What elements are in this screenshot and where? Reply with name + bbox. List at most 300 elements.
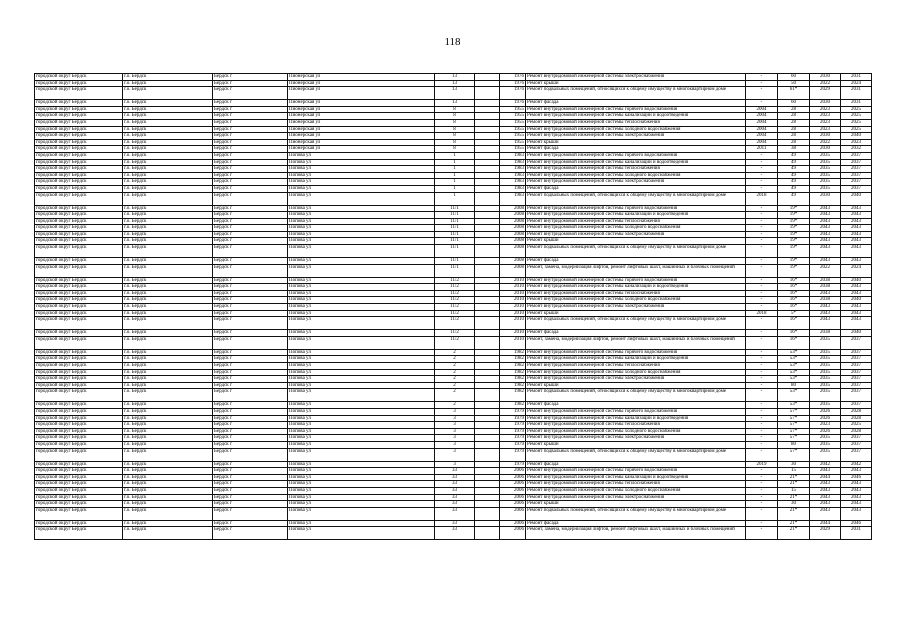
- cell-wear-percent: 60: [778, 100, 810, 107]
- cell-building: [475, 481, 500, 488]
- cell-municipality: городской округ Бердск: [35, 336, 123, 349]
- cell-house-number: 11/2: [435, 297, 475, 304]
- cell-wear-percent: 53*: [778, 363, 810, 370]
- cell-year-built: 2006: [500, 474, 526, 481]
- cell-city: Бердск г: [213, 231, 288, 238]
- table-row: [35, 100, 872, 107]
- cell-house-number: 11/2: [435, 310, 475, 317]
- cell-plan-start-year: 2043: [810, 468, 841, 475]
- cell-year-built: 2010: [500, 290, 526, 297]
- cell-wear-percent: 15: [778, 487, 810, 494]
- cell-plan-end-year: 2037: [841, 369, 872, 376]
- cell-city: Бердск г: [213, 356, 288, 363]
- cell-municipality: городской округ Бердск: [35, 520, 123, 527]
- cell-last-repair-year: -: [746, 382, 778, 389]
- cell-building: [475, 297, 500, 304]
- cell-repair-type: Ремонт внутридомовой инженерной системы холодного водоснабжения: [526, 297, 746, 304]
- cell-street: Попова ул: [288, 290, 435, 297]
- cell-plan-start-year: 2035: [810, 389, 841, 402]
- cell-city: Бердск г: [213, 481, 288, 488]
- cell-house-number: 3: [435, 422, 475, 429]
- table-row: [35, 336, 872, 349]
- cell-house-number: 1: [435, 192, 475, 205]
- cell-building: [475, 376, 500, 383]
- cell-plan-end-year: 2043: [841, 468, 872, 475]
- cell-street: Попова ул: [288, 185, 435, 192]
- cell-wear-percent: 28: [778, 119, 810, 126]
- cell-building: [475, 304, 500, 311]
- cell-city: Бердск г: [213, 402, 288, 409]
- cell-city: Бердск г: [213, 468, 288, 475]
- cell-settlement: г.о. Бердск: [123, 507, 213, 520]
- cell-plan-start-year: 2022: [810, 80, 841, 87]
- cell-building: [475, 238, 500, 245]
- cell-plan-start-year: 2030: [810, 100, 841, 107]
- table-row: [35, 349, 872, 356]
- cell-plan-start-year: 2044: [810, 520, 841, 527]
- cell-wear-percent: 50: [778, 80, 810, 87]
- cell-plan-end-year: 2028: [841, 408, 872, 415]
- cell-plan-end-year: 2037: [841, 356, 872, 363]
- cell-city: Бердск г: [213, 474, 288, 481]
- cell-building: [475, 80, 500, 87]
- cell-municipality: городской округ Бердск: [35, 428, 123, 435]
- table-row: [35, 415, 872, 422]
- cell-year-built: 2010: [500, 310, 526, 317]
- table-row: [35, 297, 872, 304]
- cell-plan-end-year: 2037: [841, 363, 872, 370]
- table-row: [35, 146, 872, 153]
- cell-wear-percent: 53*: [778, 389, 810, 402]
- cell-city: Бердск г: [213, 80, 288, 87]
- cell-wear-percent: 5*: [778, 310, 810, 317]
- cell-city: Бердск г: [213, 152, 288, 159]
- cell-house-number: 2: [435, 363, 475, 370]
- cell-municipality: городской округ Бердск: [35, 159, 123, 166]
- cell-street: Попова ул: [288, 264, 435, 277]
- cell-plan-start-year: 2043: [810, 317, 841, 330]
- cell-wear-percent: 49: [778, 179, 810, 186]
- cell-street: Попова ул: [288, 245, 435, 258]
- cell-street: Попова ул: [288, 356, 435, 363]
- cell-plan-start-year: 2035: [810, 152, 841, 159]
- cell-plan-start-year: 2035: [810, 336, 841, 349]
- cell-plan-end-year: 2043: [841, 494, 872, 501]
- cell-repair-type: Ремонт внутридомовой инженерной системы канализации и водоотведения: [526, 113, 746, 120]
- cell-repair-type: Ремонт внутридомовой инженерной системы холодного водоснабжения: [526, 369, 746, 376]
- cell-year-built: 1982: [500, 369, 526, 376]
- cell-plan-start-year: 2023: [810, 119, 841, 126]
- cell-city: Бердск г: [213, 100, 288, 107]
- cell-street: Попова ул: [288, 205, 435, 212]
- cell-year-built: 2006: [500, 507, 526, 520]
- cell-settlement: г.о. Бердск: [123, 185, 213, 192]
- cell-settlement: г.о. Бердск: [123, 349, 213, 356]
- cell-building: [475, 487, 500, 494]
- cell-year-built: 1976: [500, 80, 526, 87]
- cell-city: Бердск г: [213, 408, 288, 415]
- cell-wear-percent: 49: [778, 159, 810, 166]
- cell-last-repair-year: -: [746, 494, 778, 501]
- cell-year-built: 1955: [500, 113, 526, 120]
- table-row: [35, 304, 872, 311]
- cell-last-repair-year: -: [746, 330, 778, 337]
- cell-street: Попова ул: [288, 527, 435, 540]
- cell-last-repair-year: -: [746, 231, 778, 238]
- table-body: [35, 74, 872, 540]
- cell-plan-end-year: 2031: [841, 87, 872, 100]
- cell-street: Попова ул: [288, 369, 435, 376]
- cell-city: Бердск г: [213, 487, 288, 494]
- cell-wear-percent: 30: [778, 461, 810, 468]
- cell-building: [475, 245, 500, 258]
- cell-settlement: г.о. Бердск: [123, 310, 213, 317]
- cell-house-number: 33: [435, 527, 475, 540]
- cell-plan-start-year: 2035: [810, 376, 841, 383]
- cell-plan-end-year: 2043: [841, 205, 872, 212]
- cell-wear-percent: 53*: [778, 369, 810, 376]
- cell-repair-type: Ремонт крыши: [526, 80, 746, 87]
- repair-schedule-table: [34, 73, 872, 540]
- cell-building: [475, 363, 500, 370]
- cell-city: Бердск г: [213, 172, 288, 179]
- cell-municipality: городской округ Бердск: [35, 527, 123, 540]
- table-row: [35, 317, 872, 330]
- cell-street: Пионерская ул: [288, 80, 435, 87]
- cell-municipality: городской округ Бердск: [35, 317, 123, 330]
- cell-plan-end-year: 2037: [841, 152, 872, 159]
- cell-last-repair-year: -: [746, 435, 778, 442]
- cell-street: Пионерская ул: [288, 119, 435, 126]
- cell-municipality: городской округ Бердск: [35, 448, 123, 461]
- cell-street: Пионерская ул: [288, 74, 435, 81]
- cell-last-repair-year: -: [746, 317, 778, 330]
- cell-house-number: 3: [435, 408, 475, 415]
- table-row: [35, 106, 872, 113]
- cell-municipality: городской округ Бердск: [35, 212, 123, 219]
- cell-plan-start-year: 2026: [810, 428, 841, 435]
- cell-city: Бердск г: [213, 382, 288, 389]
- cell-repair-type: Ремонт внутридомовой инженерной системы электроснабжения: [526, 494, 746, 501]
- cell-repair-type: Ремонт внутридомовой инженерной системы теплоснабжения: [526, 166, 746, 173]
- cell-last-repair-year: -: [746, 527, 778, 540]
- cell-repair-type: Ремонт внутридомовой инженерной системы электроснабжения: [526, 376, 746, 383]
- cell-city: Бердск г: [213, 376, 288, 383]
- cell-settlement: г.о. Бердск: [123, 238, 213, 245]
- cell-plan-end-year: 2040: [841, 297, 872, 304]
- cell-repair-type: Ремонт внутридомовой инженерной системы канализации и водоотведения: [526, 415, 746, 422]
- cell-municipality: городской округ Бердск: [35, 487, 123, 494]
- cell-settlement: г.о. Бердск: [123, 481, 213, 488]
- cell-building: [475, 441, 500, 448]
- cell-house-number: 1: [435, 166, 475, 173]
- cell-plan-end-year: 2037: [841, 382, 872, 389]
- cell-plan-start-year: 2035: [810, 369, 841, 376]
- cell-street: Попова ул: [288, 304, 435, 311]
- cell-house-number: 8: [435, 133, 475, 140]
- table-row: [35, 277, 872, 284]
- cell-house-number: 8: [435, 139, 475, 146]
- table-row: [35, 264, 872, 277]
- cell-city: Бердск г: [213, 422, 288, 429]
- cell-settlement: г.о. Бердск: [123, 166, 213, 173]
- cell-settlement: г.о. Бердск: [123, 264, 213, 277]
- cell-building: [475, 119, 500, 126]
- table-row: [35, 435, 872, 442]
- cell-wear-percent: 80: [778, 441, 810, 448]
- cell-repair-type: Ремонт внутридомовой инженерной системы холодного водоснабжения: [526, 225, 746, 232]
- cell-city: Бердск г: [213, 494, 288, 501]
- cell-last-repair-year: 2004: [746, 139, 778, 146]
- cell-plan-end-year: 2024: [841, 80, 872, 87]
- cell-last-repair-year: -: [746, 441, 778, 448]
- table-row: [35, 113, 872, 120]
- cell-municipality: городской округ Бердск: [35, 389, 123, 402]
- cell-year-built: 2010: [500, 297, 526, 304]
- cell-street: Попова ул: [288, 422, 435, 429]
- cell-municipality: городской округ Бердск: [35, 100, 123, 107]
- cell-street: Попова ул: [288, 474, 435, 481]
- table-row: [35, 494, 872, 501]
- cell-year-built: 1979: [500, 461, 526, 468]
- cell-city: Бердск г: [213, 179, 288, 186]
- cell-plan-start-year: 2035: [810, 159, 841, 166]
- cell-year-built: 1982: [500, 402, 526, 409]
- cell-settlement: г.о. Бердск: [123, 231, 213, 238]
- cell-settlement: г.о. Бердск: [123, 172, 213, 179]
- cell-last-repair-year: -: [746, 369, 778, 376]
- cell-building: [475, 382, 500, 389]
- cell-repair-type: Ремонт внутридомовой инженерной системы теплоснабжения: [526, 422, 746, 429]
- table-row: [35, 284, 872, 291]
- cell-repair-type: Ремонт крыши: [526, 310, 746, 317]
- cell-plan-end-year: 2037: [841, 402, 872, 409]
- cell-municipality: городской округ Бердск: [35, 363, 123, 370]
- table-row: [35, 422, 872, 429]
- cell-street: Попова ул: [288, 284, 435, 291]
- cell-municipality: городской округ Бердск: [35, 106, 123, 113]
- cell-plan-end-year: 2037: [841, 349, 872, 356]
- cell-last-repair-year: -: [746, 501, 778, 508]
- cell-plan-end-year: 2025: [841, 422, 872, 429]
- table-row: [35, 87, 872, 100]
- cell-year-built: 1979: [500, 448, 526, 461]
- cell-plan-start-year: 2043: [810, 290, 841, 297]
- cell-city: Бердск г: [213, 225, 288, 232]
- cell-year-built: 2006: [500, 501, 526, 508]
- cell-street: Пионерская ул: [288, 106, 435, 113]
- cell-municipality: городской округ Бердск: [35, 382, 123, 389]
- cell-settlement: г.о. Бердск: [123, 435, 213, 442]
- cell-house-number: 33: [435, 520, 475, 527]
- cell-building: [475, 277, 500, 284]
- cell-city: Бердск г: [213, 87, 288, 100]
- cell-city: Бердск г: [213, 133, 288, 140]
- cell-last-repair-year: -: [746, 264, 778, 277]
- cell-building: [475, 133, 500, 140]
- cell-year-built: 1982: [500, 363, 526, 370]
- cell-plan-end-year: 2043: [841, 304, 872, 311]
- cell-plan-end-year: 2032: [841, 146, 872, 153]
- table-row: [35, 238, 872, 245]
- cell-plan-end-year: 2025: [841, 113, 872, 120]
- cell-plan-end-year: 2028: [841, 415, 872, 422]
- cell-plan-start-year: 2030: [810, 192, 841, 205]
- cell-plan-start-year: 2043: [810, 225, 841, 232]
- cell-municipality: городской округ Бердск: [35, 376, 123, 383]
- cell-repair-type: Ремонт внутридомовой инженерной системы теплоснабжения: [526, 290, 746, 297]
- cell-year-built: 2008: [500, 212, 526, 219]
- cell-repair-type: Ремонт подвальных помещений, относящихся к общему имуществу в многоквартирном доме: [526, 87, 746, 100]
- cell-wear-percent: 19*: [778, 225, 810, 232]
- cell-city: Бердск г: [213, 258, 288, 265]
- cell-plan-end-year: 2037: [841, 448, 872, 461]
- cell-plan-start-year: 2023: [810, 106, 841, 113]
- cell-municipality: городской округ Бердск: [35, 304, 123, 311]
- cell-plan-start-year: 2043: [810, 212, 841, 219]
- cell-city: Бердск г: [213, 336, 288, 349]
- cell-wear-percent: 57*: [778, 448, 810, 461]
- cell-street: Попова ул: [288, 481, 435, 488]
- cell-house-number: 11/2: [435, 290, 475, 297]
- cell-year-built: 2008: [500, 231, 526, 238]
- cell-year-built: 1983: [500, 159, 526, 166]
- cell-repair-type: Ремонт подвальных помещений, относящихся к общему имуществу в многоквартирном доме: [526, 245, 746, 258]
- cell-year-built: 2008: [500, 205, 526, 212]
- cell-municipality: городской округ Бердск: [35, 501, 123, 508]
- cell-municipality: городской округ Бердск: [35, 166, 123, 173]
- cell-house-number: 13: [435, 87, 475, 100]
- cell-repair-type: Ремонт фасада: [526, 461, 746, 468]
- cell-house-number: 11/2: [435, 330, 475, 337]
- cell-city: Бердск г: [213, 428, 288, 435]
- cell-municipality: городской округ Бердск: [35, 185, 123, 192]
- table-row: [35, 402, 872, 409]
- cell-wear-percent: 19*: [778, 258, 810, 265]
- cell-last-repair-year: 2018: [746, 192, 778, 205]
- cell-year-built: 2006: [500, 468, 526, 475]
- cell-wear-percent: 16*: [778, 277, 810, 284]
- cell-year-built: 1955: [500, 119, 526, 126]
- cell-settlement: г.о. Бердск: [123, 212, 213, 219]
- cell-settlement: г.о. Бердск: [123, 494, 213, 501]
- cell-building: [475, 152, 500, 159]
- cell-street: Попова ул: [288, 192, 435, 205]
- cell-settlement: г.о. Бердск: [123, 304, 213, 311]
- cell-wear-percent: 57*: [778, 435, 810, 442]
- cell-house-number: 11/1: [435, 264, 475, 277]
- cell-plan-end-year: 2040: [841, 192, 872, 205]
- cell-year-built: 2008: [500, 245, 526, 258]
- cell-municipality: городской округ Бердск: [35, 258, 123, 265]
- cell-year-built: 2008: [500, 218, 526, 225]
- cell-year-built: 1955: [500, 139, 526, 146]
- cell-building: [475, 218, 500, 225]
- cell-last-repair-year: -: [746, 290, 778, 297]
- table-row: [35, 126, 872, 133]
- cell-wear-percent: 49: [778, 192, 810, 205]
- cell-repair-type: Ремонт внутридомовой инженерной системы холодного водоснабжения: [526, 428, 746, 435]
- cell-municipality: городской округ Бердск: [35, 415, 123, 422]
- cell-house-number: 8: [435, 119, 475, 126]
- cell-last-repair-year: 2004: [746, 126, 778, 133]
- cell-street: Попова ул: [288, 330, 435, 337]
- table-row: [35, 212, 872, 219]
- cell-wear-percent: 16*: [778, 336, 810, 349]
- cell-settlement: г.о. Бердск: [123, 159, 213, 166]
- cell-wear-percent: 21*: [778, 494, 810, 501]
- cell-wear-percent: 21*: [778, 527, 810, 540]
- cell-building: [475, 87, 500, 100]
- cell-repair-type: Ремонт внутридомовой инженерной системы теплоснабжения: [526, 218, 746, 225]
- cell-city: Бердск г: [213, 205, 288, 212]
- cell-plan-start-year: 2035: [810, 172, 841, 179]
- cell-repair-type: Ремонт внутридомовой инженерной системы горячего водоснабжения: [526, 408, 746, 415]
- cell-plan-start-year: 2043: [810, 245, 841, 258]
- cell-repair-type: Ремонт подвальных помещений, относящихся к общему имуществу в многоквартирном доме: [526, 317, 746, 330]
- cell-house-number: 8: [435, 113, 475, 120]
- cell-plan-end-year: 2043: [841, 212, 872, 219]
- cell-last-repair-year: 2018: [746, 310, 778, 317]
- cell-city: Бердск г: [213, 389, 288, 402]
- cell-year-built: 2006: [500, 481, 526, 488]
- cell-city: Бердск г: [213, 435, 288, 442]
- cell-street: Попова ул: [288, 435, 435, 442]
- table-row: [35, 369, 872, 376]
- cell-street: Попова ул: [288, 415, 435, 422]
- cell-settlement: г.о. Бердск: [123, 422, 213, 429]
- cell-plan-end-year: 2037: [841, 159, 872, 166]
- table-row: [35, 310, 872, 317]
- cell-municipality: городской округ Бердск: [35, 441, 123, 448]
- cell-wear-percent: 60: [778, 74, 810, 81]
- cell-year-built: 1976: [500, 87, 526, 100]
- cell-building: [475, 336, 500, 349]
- cell-plan-start-year: 2043: [810, 205, 841, 212]
- cell-municipality: городской округ Бердск: [35, 297, 123, 304]
- cell-building: [475, 330, 500, 337]
- cell-plan-end-year: 2043: [841, 481, 872, 488]
- cell-year-built: 2006: [500, 494, 526, 501]
- cell-house-number: 2: [435, 349, 475, 356]
- table-row: [35, 461, 872, 468]
- table-row: [35, 218, 872, 225]
- table-row: [35, 166, 872, 173]
- cell-building: [475, 408, 500, 415]
- cell-wear-percent: 16*: [778, 284, 810, 291]
- cell-plan-start-year: 2035: [810, 356, 841, 363]
- table-row: [35, 205, 872, 212]
- cell-plan-end-year: 2028: [841, 428, 872, 435]
- cell-last-repair-year: -: [746, 474, 778, 481]
- cell-wear-percent: 49: [778, 172, 810, 179]
- cell-municipality: городской округ Бердск: [35, 80, 123, 87]
- cell-street: Пионерская ул: [288, 133, 435, 140]
- cell-repair-type: Ремонт крыши: [526, 441, 746, 448]
- cell-street: Пионерская ул: [288, 87, 435, 100]
- cell-house-number: 8: [435, 126, 475, 133]
- cell-city: Бердск г: [213, 119, 288, 126]
- cell-wear-percent: 57*: [778, 408, 810, 415]
- cell-settlement: г.о. Бердск: [123, 527, 213, 540]
- cell-settlement: г.о. Бердск: [123, 80, 213, 87]
- cell-wear-percent: 21*: [778, 507, 810, 520]
- cell-building: [475, 448, 500, 461]
- cell-year-built: 1976: [500, 100, 526, 107]
- cell-settlement: г.о. Бердск: [123, 218, 213, 225]
- cell-street: Попова ул: [288, 238, 435, 245]
- cell-settlement: г.о. Бердск: [123, 330, 213, 337]
